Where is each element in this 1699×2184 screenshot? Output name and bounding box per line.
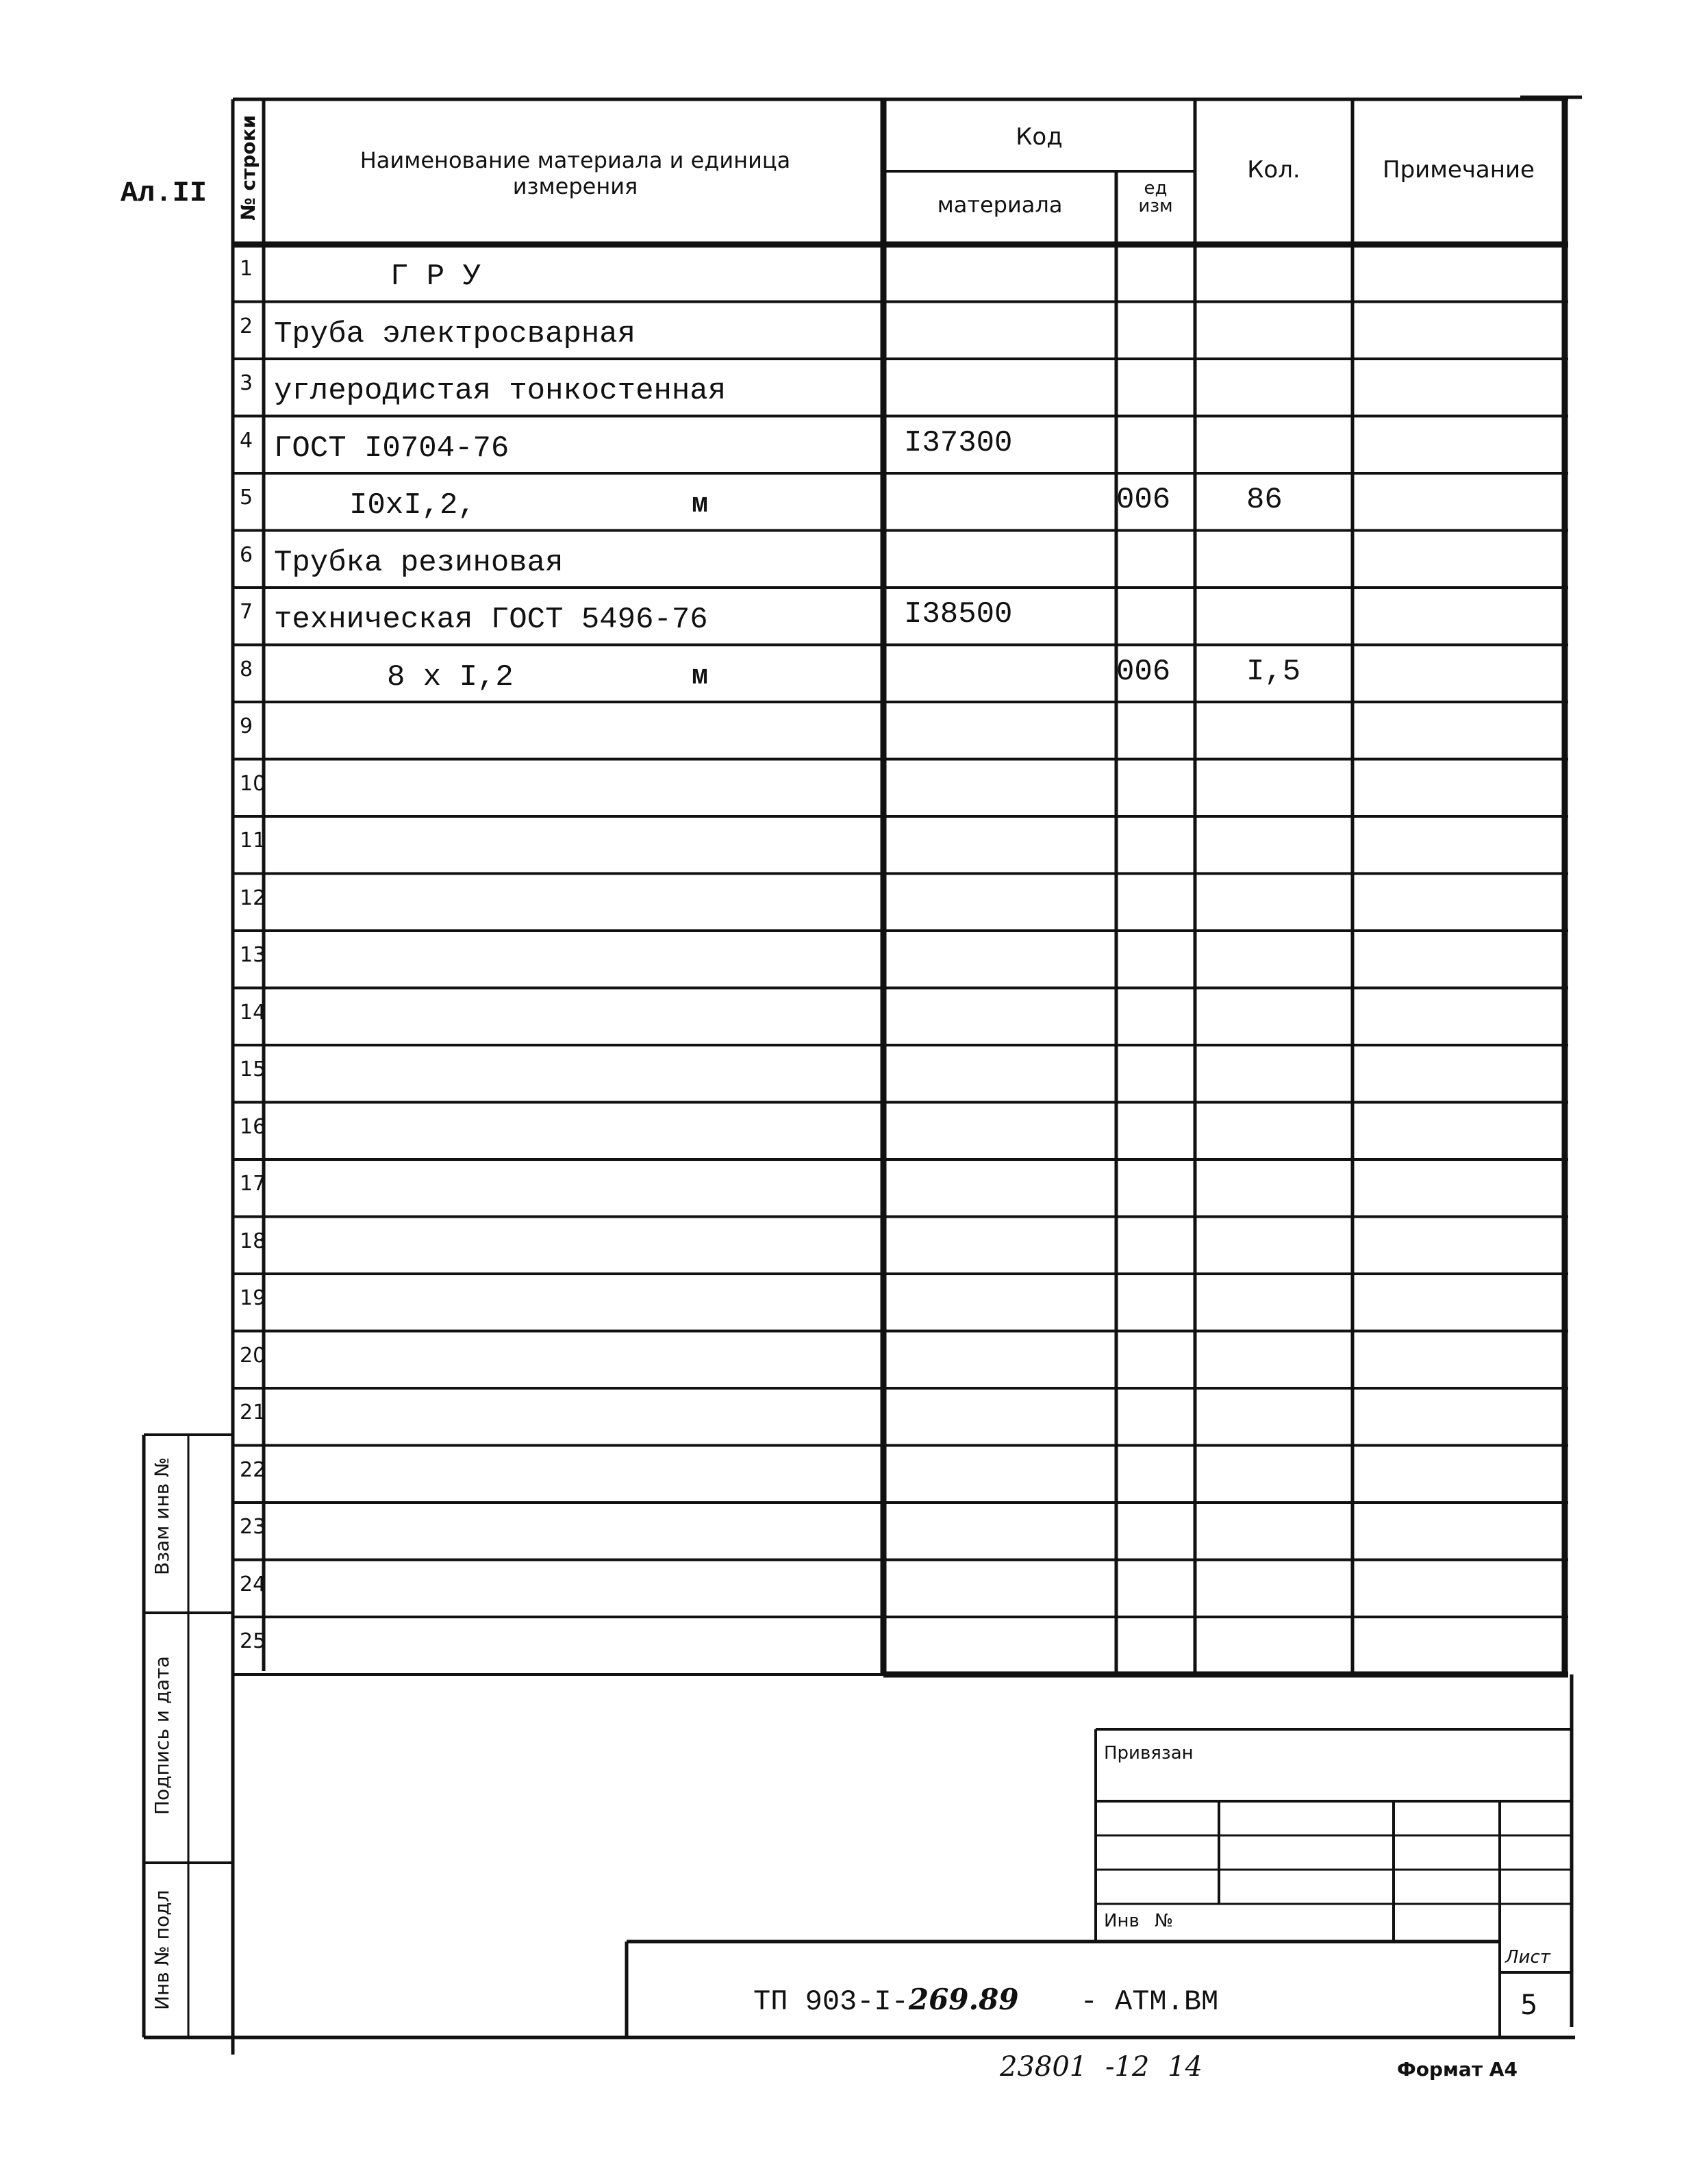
unit-code: 006 (1116, 654, 1171, 689)
material-name: техническая ГОСТ 5496-76 (274, 603, 708, 637)
material-code: I37300 (904, 425, 1013, 460)
material-name: I0xI,2, (349, 488, 476, 523)
header-note: Примечание (1383, 156, 1535, 184)
material-unit: м (692, 661, 709, 692)
row-number: 21 (240, 1401, 266, 1424)
row-number: 19 (240, 1286, 266, 1310)
row-number: 18 (240, 1229, 266, 1253)
title-linked: Привязан (1104, 1743, 1194, 1763)
row-number: 20 (240, 1343, 266, 1368)
material-name: ГОСТ I0704-76 (274, 431, 509, 466)
row-number: 2 (240, 314, 253, 338)
row-number: 24 (240, 1572, 266, 1596)
material-name: углеродистая тонкостенная (274, 374, 727, 408)
stamp-inv-orig: Инв № подл (151, 1890, 173, 2010)
title-sheet-label: Лист (1505, 1947, 1550, 1968)
paper-format: Формат А4 (1397, 2058, 1518, 2081)
material-name: 8 х I,2 (387, 660, 514, 694)
header-row-number: № строки (237, 114, 260, 221)
doc-code-prefix: ТП 903-I- (753, 1985, 909, 2018)
material-name: Труба электросварная (274, 316, 636, 351)
sheet-label: Ал.II (121, 177, 207, 210)
row-number: 12 (240, 886, 266, 910)
header-code-unit: ед изм (1138, 178, 1173, 216)
row-number: 15 (240, 1057, 266, 1081)
unit-code: 006 (1116, 483, 1171, 517)
row-number: 10 (240, 771, 266, 796)
row-number: 17 (240, 1172, 266, 1196)
header-code: Код (1016, 123, 1063, 151)
stamp-sign-date: Подпись и дата (151, 1656, 173, 1815)
row-number: 14 (240, 1000, 266, 1025)
row-number: 11 (240, 829, 266, 853)
row-number: 13 (240, 943, 266, 967)
row-number: 16 (240, 1114, 266, 1139)
row-number: 4 (240, 428, 253, 453)
title-inv-no: Инв № (1104, 1911, 1174, 1931)
row-number: 5 (240, 486, 253, 510)
header-qty: Кол. (1247, 156, 1300, 184)
row-number: 9 (240, 714, 253, 738)
row-number: 1 (240, 257, 253, 281)
row-number: 7 (240, 600, 253, 624)
header-name: Наименование материала и единица измерения (360, 147, 791, 199)
document-code (753, 1983, 1218, 2018)
doc-code-suffix: - АТМ.ВМ (1080, 1985, 1219, 2018)
material-code: I38500 (904, 597, 1013, 631)
material-unit: м (692, 490, 709, 520)
header-code-material: материала (937, 192, 1063, 218)
row-number: 6 (240, 542, 253, 567)
row-number: 8 (240, 657, 253, 681)
row-number: 22 (240, 1457, 266, 1482)
stamp-swap-inv: Взам инв № (151, 1457, 173, 1575)
material-name: Трубка резиновая (274, 545, 564, 580)
row-number: 3 (240, 371, 253, 395)
row-number: 23 (240, 1515, 266, 1539)
doc-code-hand: 269.89 (908, 1983, 1019, 2016)
material-name: Г Р У (390, 260, 481, 294)
quantity: I,5 (1246, 654, 1301, 689)
row-number: 25 (240, 1629, 266, 1653)
title-sheet-number: 5 (1520, 1990, 1538, 2021)
quantity: 86 (1246, 483, 1283, 517)
archive-number: 23801 -12 14 (1000, 2051, 1203, 2083)
